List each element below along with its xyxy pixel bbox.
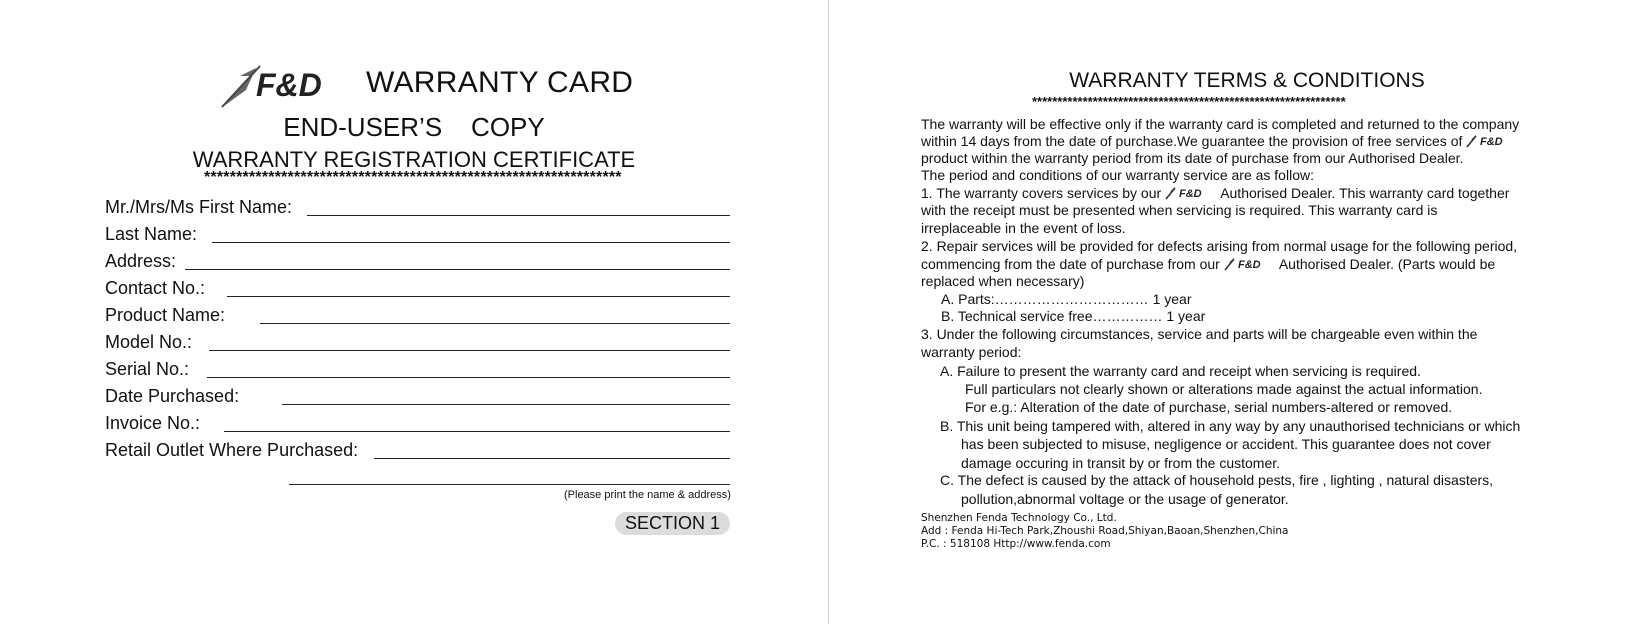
fd-logo-text: F&D <box>256 67 322 103</box>
terms-text: commencing from the date of purchase from our <box>921 256 1220 272</box>
copy-subtitle: END-USER’S COPY <box>283 112 545 142</box>
last-name-label: Last Name: <box>105 224 198 244</box>
invoice-no-field[interactable] <box>105 410 730 434</box>
last-name-field[interactable] <box>105 221 730 245</box>
company-name: Shenzhen Fenda Technology Co., Ltd. <box>921 512 1117 524</box>
terms-line: replaced when necessary) <box>921 273 1085 289</box>
terms-line: B. This unit being tampered with, altered in any way by any unauthorised technicians or which <box>940 418 1521 434</box>
model-no-line[interactable] <box>209 350 730 351</box>
terms-line: irreplaceable in the event of loss. <box>921 220 1126 236</box>
retail-outlet-line-2[interactable] <box>289 484 730 485</box>
print-note: (Please print the name & address) <box>564 489 731 501</box>
terms-line: with the receipt must be presented when servicing is required. This warranty card is <box>921 202 1438 218</box>
terms-line: product within the warranty period from its date of purchase from our Authorised Dealer. <box>921 150 1464 166</box>
model-no-field[interactable] <box>105 329 730 353</box>
terms-line: For e.g.: Alteration of the date of purchase, serial numbers-altered or removed. <box>965 399 1453 415</box>
contact-no-line[interactable] <box>227 296 730 297</box>
svg-text:F&D: F&D <box>1237 259 1261 271</box>
terms-line: pollution,abnormal voltage or the usage of generator. <box>961 491 1289 507</box>
first-name-field[interactable] <box>105 194 730 218</box>
terms-line <box>921 256 1495 273</box>
model-no-label: Model No.: <box>105 332 193 352</box>
date-purchased-line[interactable] <box>282 404 730 405</box>
first-name-label: Mr./Mrs/Ms First Name: <box>105 197 292 217</box>
invoice-no-label: Invoice No.: <box>105 413 201 433</box>
section-badge: SECTION 1 <box>615 512 730 535</box>
terms-star-separator: ************************************************************** <box>1032 94 1346 109</box>
product-name-label: Product Name: <box>105 305 226 325</box>
terms-line: warranty period: <box>921 344 1022 360</box>
fd-logo-icon <box>220 62 355 108</box>
first-name-line[interactable] <box>307 215 730 216</box>
terms-line <box>921 185 1509 202</box>
terms-text: Authorised Dealer. (Parts would be <box>1278 256 1496 272</box>
terms-text: Authorised Dealer. This warranty card together <box>1220 185 1510 201</box>
card-header <box>220 62 660 108</box>
terms-line: A. Failure to present the warranty card and receipt when servicing is required. <box>940 363 1421 379</box>
address-label: Address: <box>105 251 177 271</box>
terms-line: 2. Repair services will be provided for defects arising from normal usage for the following period, <box>921 238 1518 254</box>
terms-line: B. Technical service free…………… 1 year <box>941 308 1206 324</box>
terms-title: WARRANTY TERMS & CONDITIONS <box>1069 69 1425 92</box>
terms-text: within 14 days from the date of purchase.We guarantee the provision of free services of <box>921 133 1463 149</box>
fd-logo-icon <box>1466 134 1518 148</box>
contact-no-field[interactable] <box>105 275 730 299</box>
last-name-line[interactable] <box>212 242 730 243</box>
date-purchased-label: Date Purchased: <box>105 386 240 406</box>
terms-line: damage occuring in transit by or from the customer. <box>961 455 1281 471</box>
registration-subtitle: WARRANTY REGISTRATION CERTIFICATE <box>192 147 636 172</box>
fd-logo-icon <box>1224 257 1276 271</box>
serial-no-label: Serial No.: <box>105 359 190 379</box>
fd-logo-icon <box>1165 186 1217 200</box>
retail-outlet-label: Retail Outlet Where Purchased: <box>105 440 359 460</box>
invoice-no-line[interactable] <box>224 431 730 432</box>
star-separator: ***************************************************************** <box>204 169 622 186</box>
product-name-line[interactable] <box>260 323 730 324</box>
contact-no-label: Contact No.: <box>105 278 206 298</box>
terms-line: Full particulars not clearly shown or alterations made against the actual information. <box>965 381 1483 397</box>
retail-outlet-field[interactable] <box>105 437 730 461</box>
terms-line <box>921 133 1518 150</box>
svg-text:F&D: F&D <box>1480 136 1503 148</box>
company-address: Add : Fenda Hi-Tech Park,Zhoushi Road,Shiyan,Baoan,Shenzhen,China <box>921 525 1289 537</box>
terms-line: The warranty will be effective only if the warranty card is completed and returned to the company <box>921 116 1520 132</box>
retail-outlet-line[interactable] <box>374 458 730 459</box>
terms-text: 1. The warranty covers services by our <box>921 185 1162 201</box>
serial-no-field[interactable] <box>105 356 730 380</box>
terms-line: has been subjected to misuse, negligence or accident. This guarantee does not cover <box>961 436 1491 452</box>
card-title: WARRANTY CARD <box>366 66 634 99</box>
serial-no-line[interactable] <box>207 377 730 378</box>
terms-line: 3. Under the following circumstances, service and parts will be chargeable even within the <box>921 326 1478 342</box>
svg-text:F&D: F&D <box>1179 188 1202 200</box>
terms-line: The period and conditions of our warranty service are as follow: <box>921 167 1314 183</box>
date-purchased-field[interactable] <box>105 383 730 407</box>
address-field[interactable] <box>105 248 730 272</box>
company-postcode-url: P.C. : 518108 Http://www.fenda.com <box>921 538 1111 550</box>
address-line[interactable] <box>185 269 730 270</box>
terms-line: A. Parts:…………………………… 1 year <box>941 291 1192 307</box>
terms-line: C. The defect is caused by the attack of household pests, fire , lighting , natural disasters, <box>940 472 1494 488</box>
product-name-field[interactable] <box>105 302 730 326</box>
terms-panel <box>829 0 1644 624</box>
